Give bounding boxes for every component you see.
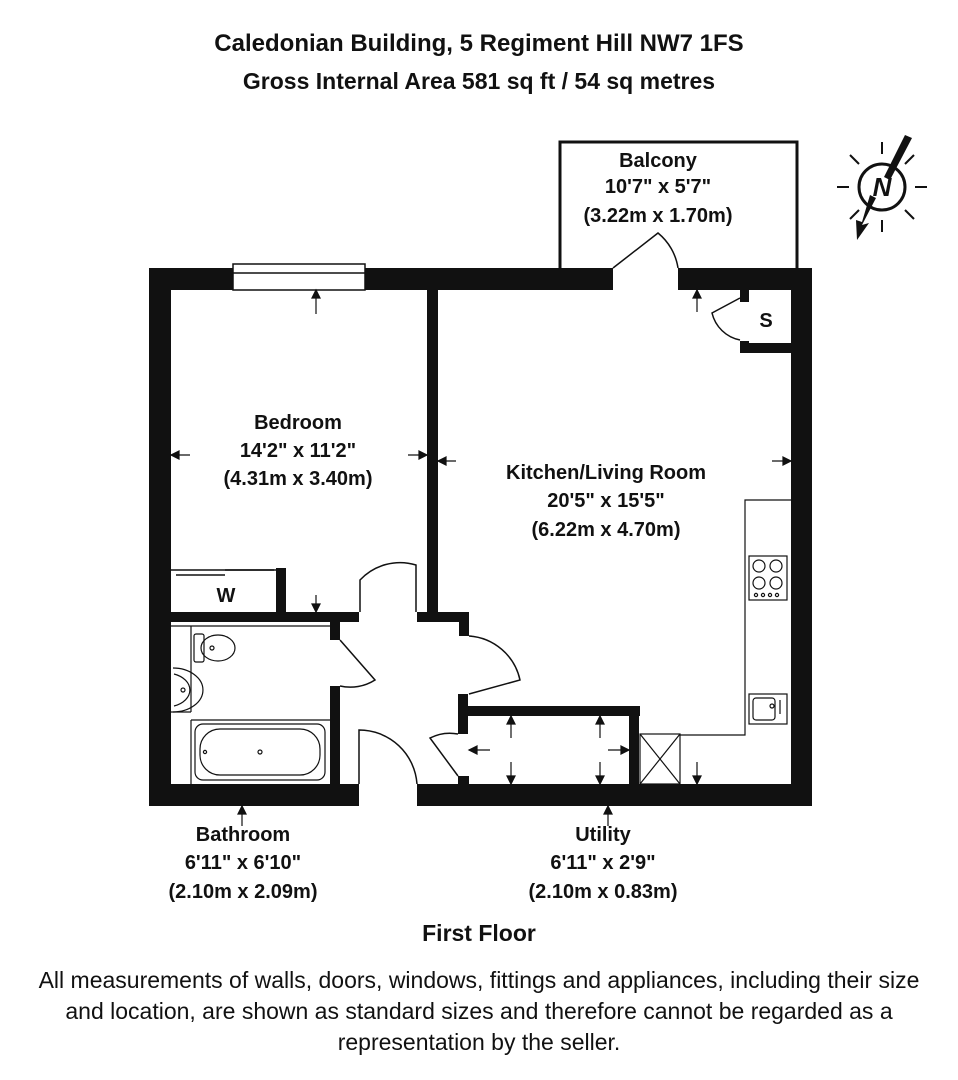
- boiler-cupboard: [640, 734, 680, 784]
- storage-door-swing: [712, 298, 740, 340]
- bedroom-name: Bedroom: [254, 412, 342, 434]
- balcony-metric: (3.22m x 1.70m): [583, 205, 733, 227]
- disclaimer: All measurements of walls, doors, windows, fittings and appliances, including their size and location, are shown as standard sizes and therefore cannot be regarded as a representation by the seller.: [38, 967, 920, 1055]
- property-address: Caledonian Building, 5 Regiment Hill NW7 1FS: [214, 30, 744, 57]
- bedroom-metric: (4.31m x 3.40m): [223, 468, 373, 490]
- hob-icon: [749, 556, 787, 600]
- bathroom-name: Bathroom: [195, 824, 291, 846]
- bathroom-door-swing: [340, 640, 375, 687]
- floor-name: First Floor: [422, 920, 536, 946]
- utility-name: Utility: [575, 824, 631, 846]
- bathroom-label: [169, 824, 318, 903]
- wardrobe-label: W: [216, 585, 236, 607]
- utility-door-swing: [430, 733, 458, 776]
- bathroom-metric: (2.10m x 2.09m): [168, 881, 318, 903]
- utility-label: [529, 824, 678, 903]
- bathroom-imperial: 6'11" x 6'10": [184, 852, 302, 874]
- kitchen-name: Kitchen/Living Room: [506, 462, 706, 484]
- utility-imperial: 6'11" x 2'9": [550, 852, 656, 874]
- balcony-door-swing: [613, 233, 678, 268]
- bedroom-window: [233, 264, 365, 290]
- gross-internal-area: Gross Internal Area 581 sq ft / 54 sq metres: [242, 68, 716, 94]
- bedroom-label: [224, 412, 373, 490]
- entrance-door-swing: [359, 730, 417, 784]
- compass-icon: [837, 135, 927, 240]
- balcony-imperial: 10'7" x 5'7": [604, 176, 712, 198]
- sink-icon: [749, 694, 787, 724]
- washbasin-icon: [173, 668, 203, 712]
- bedroom-door-swing: [360, 563, 416, 612]
- balcony-name: Balcony: [619, 150, 697, 172]
- balcony-label: [584, 150, 733, 227]
- kitchen-metric: (6.22m x 4.70m): [531, 519, 681, 541]
- bathtub-icon: [195, 724, 325, 780]
- utility-metric: (2.10m x 0.83m): [528, 881, 678, 903]
- wardrobe: [171, 570, 276, 575]
- north-label: N: [872, 172, 892, 202]
- kitchen-door-swing: [469, 636, 520, 694]
- bedroom-imperial: 14'2" x 11'2": [239, 440, 357, 462]
- toilet-icon: [194, 634, 235, 662]
- dimension-arrows-bathroom: [238, 806, 612, 826]
- exterior-walls: [149, 268, 812, 806]
- kitchen-label: [506, 462, 706, 541]
- kitchen-imperial: 20'5" x 15'5": [547, 490, 665, 512]
- storage-label: S: [759, 310, 773, 332]
